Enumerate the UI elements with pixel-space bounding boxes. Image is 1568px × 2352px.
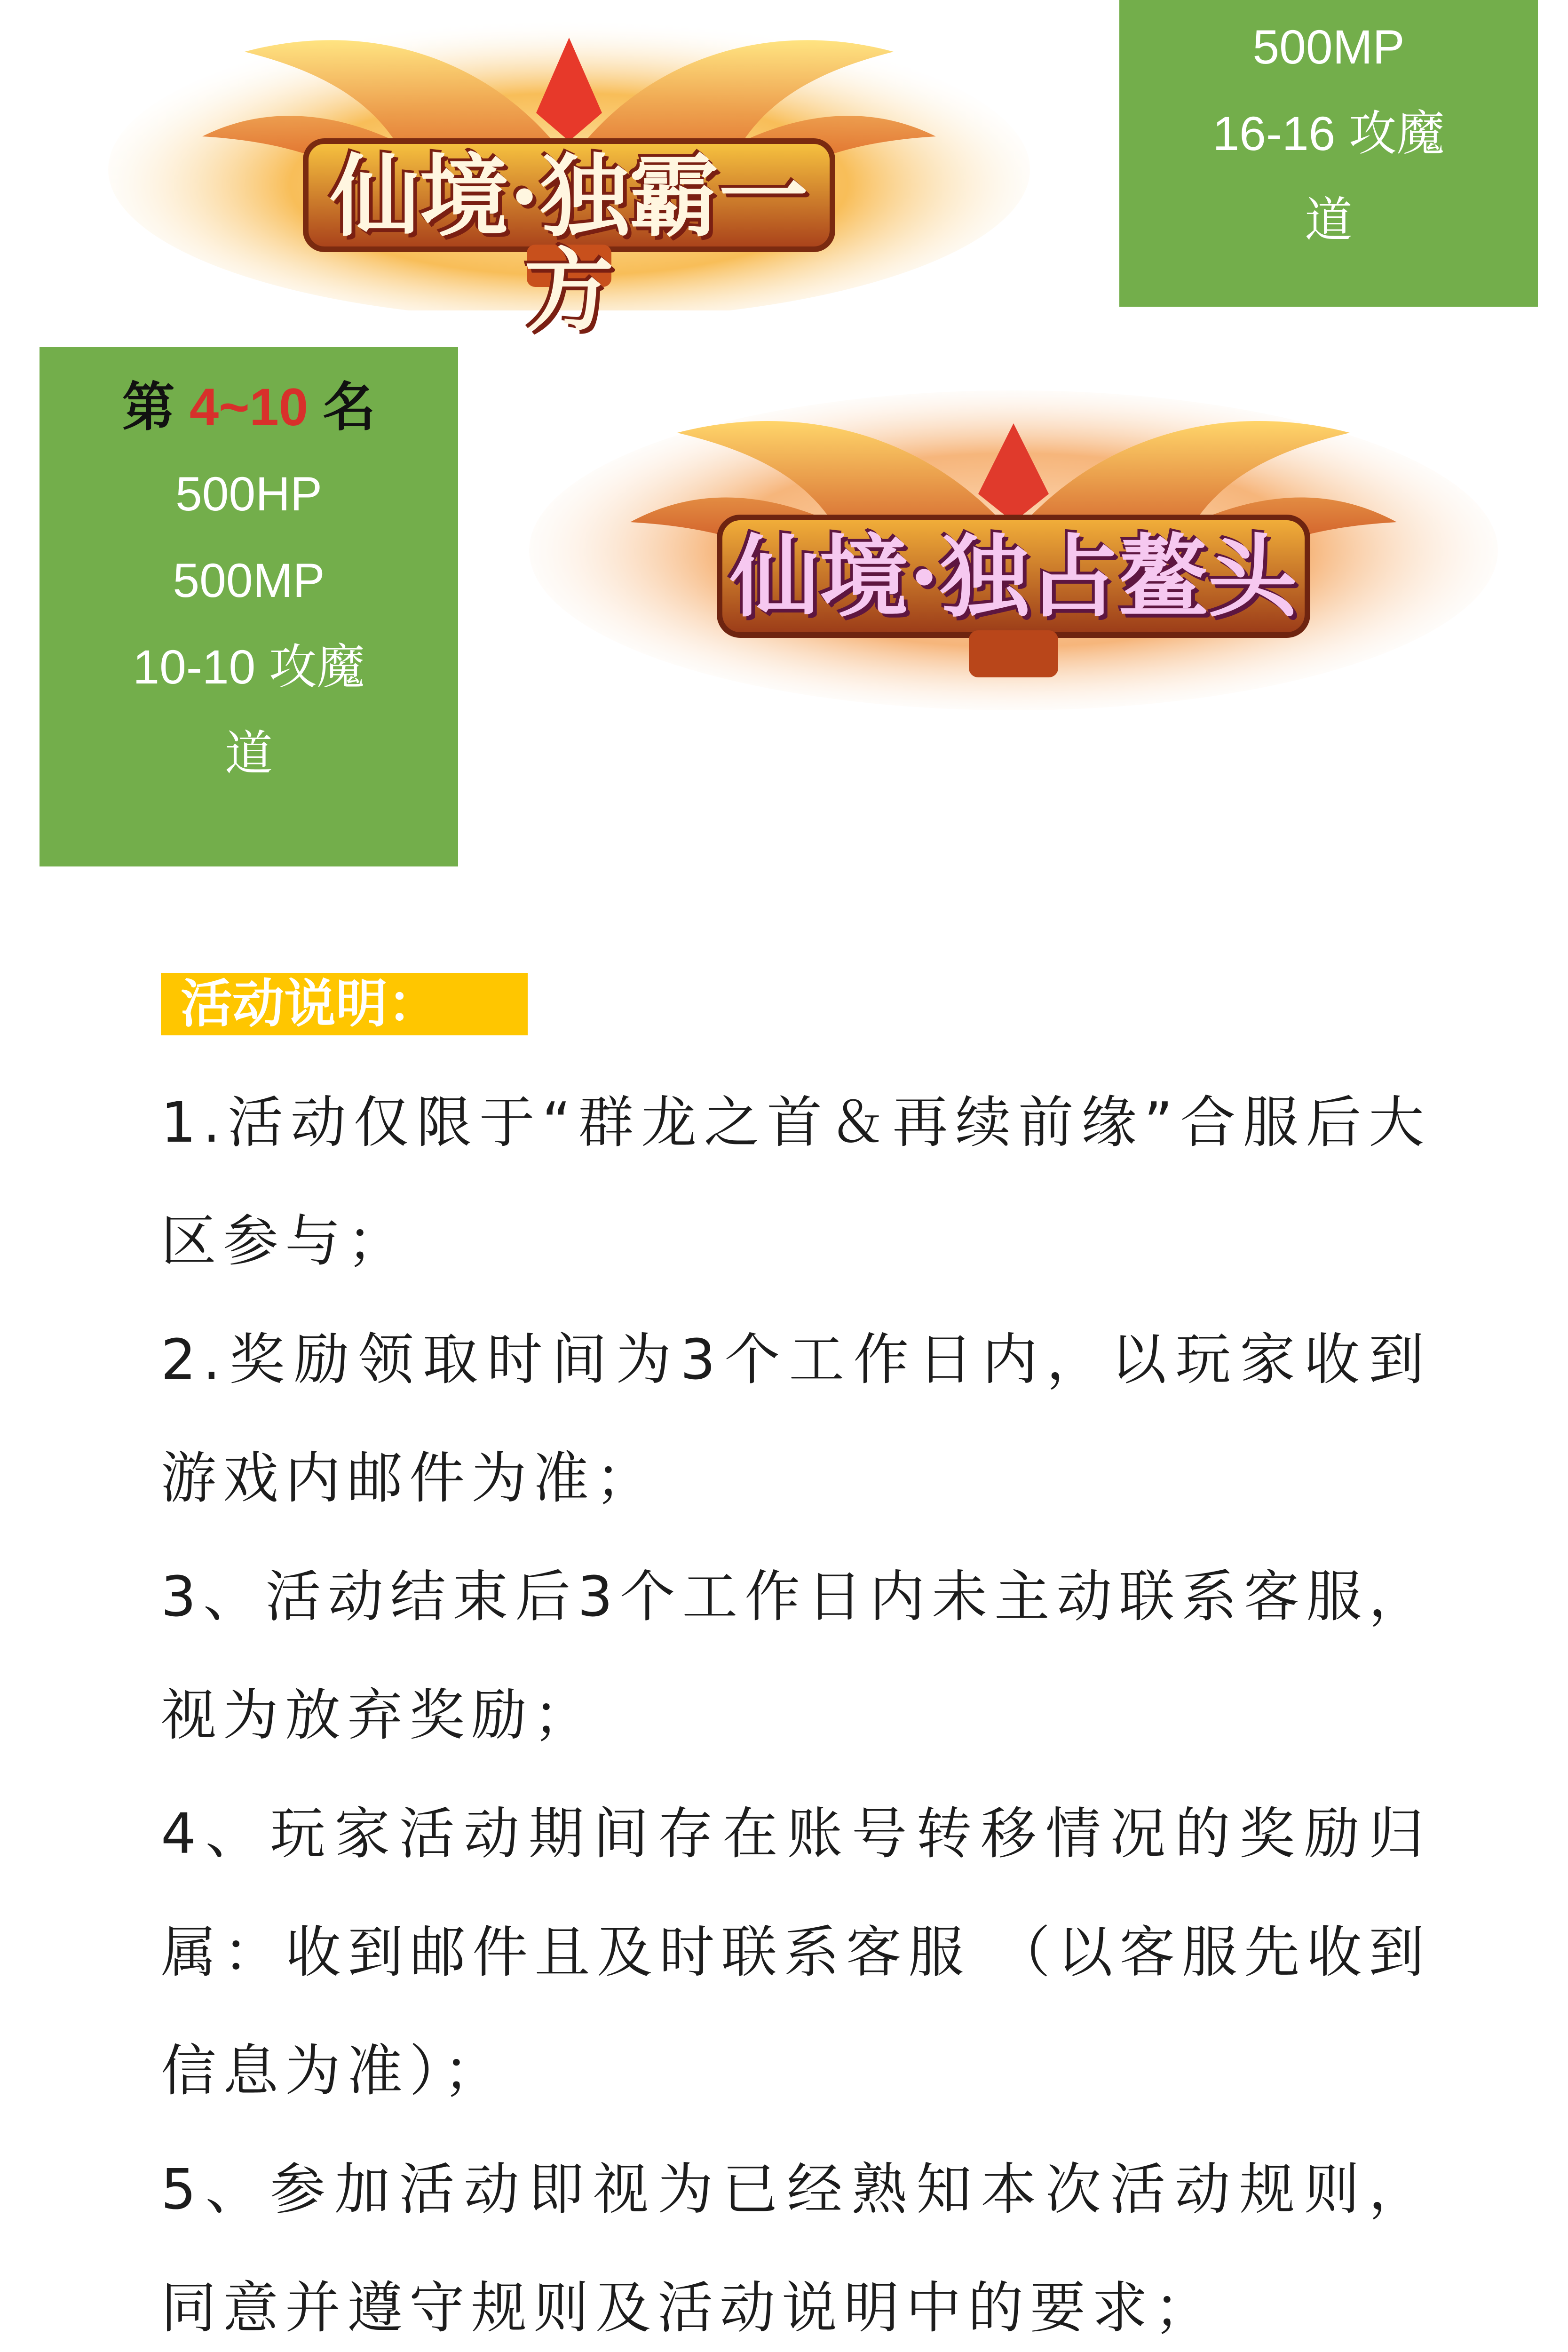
reward-stat: 10-10 攻魔 [133,640,365,694]
reward-rank [40,364,458,451]
reward-stat-cont: 道 [225,727,273,780]
rank-prefix: 第 [122,378,175,437]
reward-mp: 500MP [1252,20,1405,74]
notes-list [161,1063,1431,2352]
list-item: 1.活动仅限于“群龙之首＆再续前缘”合服后大区参与； [161,1090,1431,1273]
list-item: 4、玩家活动期间存在账号转移情况的奖励归属：收到邮件且及时联系客服 （以客服先收到信息为准）； [161,1801,1431,2103]
reward-stat-cont: 道 [1305,193,1353,247]
banner-title: 仙境·独霸一方 [330,144,808,343]
title-banner-1 [103,0,1035,343]
reward-mp: 500MP [173,554,325,607]
reward-hp: 500HP [175,467,322,521]
notes-heading: 活动说明： [161,973,528,1035]
list-item: 3、活动结束后3个工作日内未主动联系客服，视为放弃奖励； [161,1564,1431,1748]
rank-range: 4~10 [189,378,309,437]
rank-suffix: 名 [323,378,376,437]
banner-title: 仙境·独占鳌头 [729,524,1298,629]
title-banner-2 [522,372,1505,729]
reward-card-top [1119,0,1538,307]
list-item: 5、参加活动即视为已经熟知本次活动规则，同意并遵守规则及活动说明中的要求； [161,2157,1431,2340]
reward-card-rank-4-10 [40,347,458,866]
reward-stat: 16-16 攻魔 [1212,107,1445,160]
list-item: 2.奖励领取时间为3个工作日内，以玩家收到游戏内邮件为准； [161,1327,1431,1510]
